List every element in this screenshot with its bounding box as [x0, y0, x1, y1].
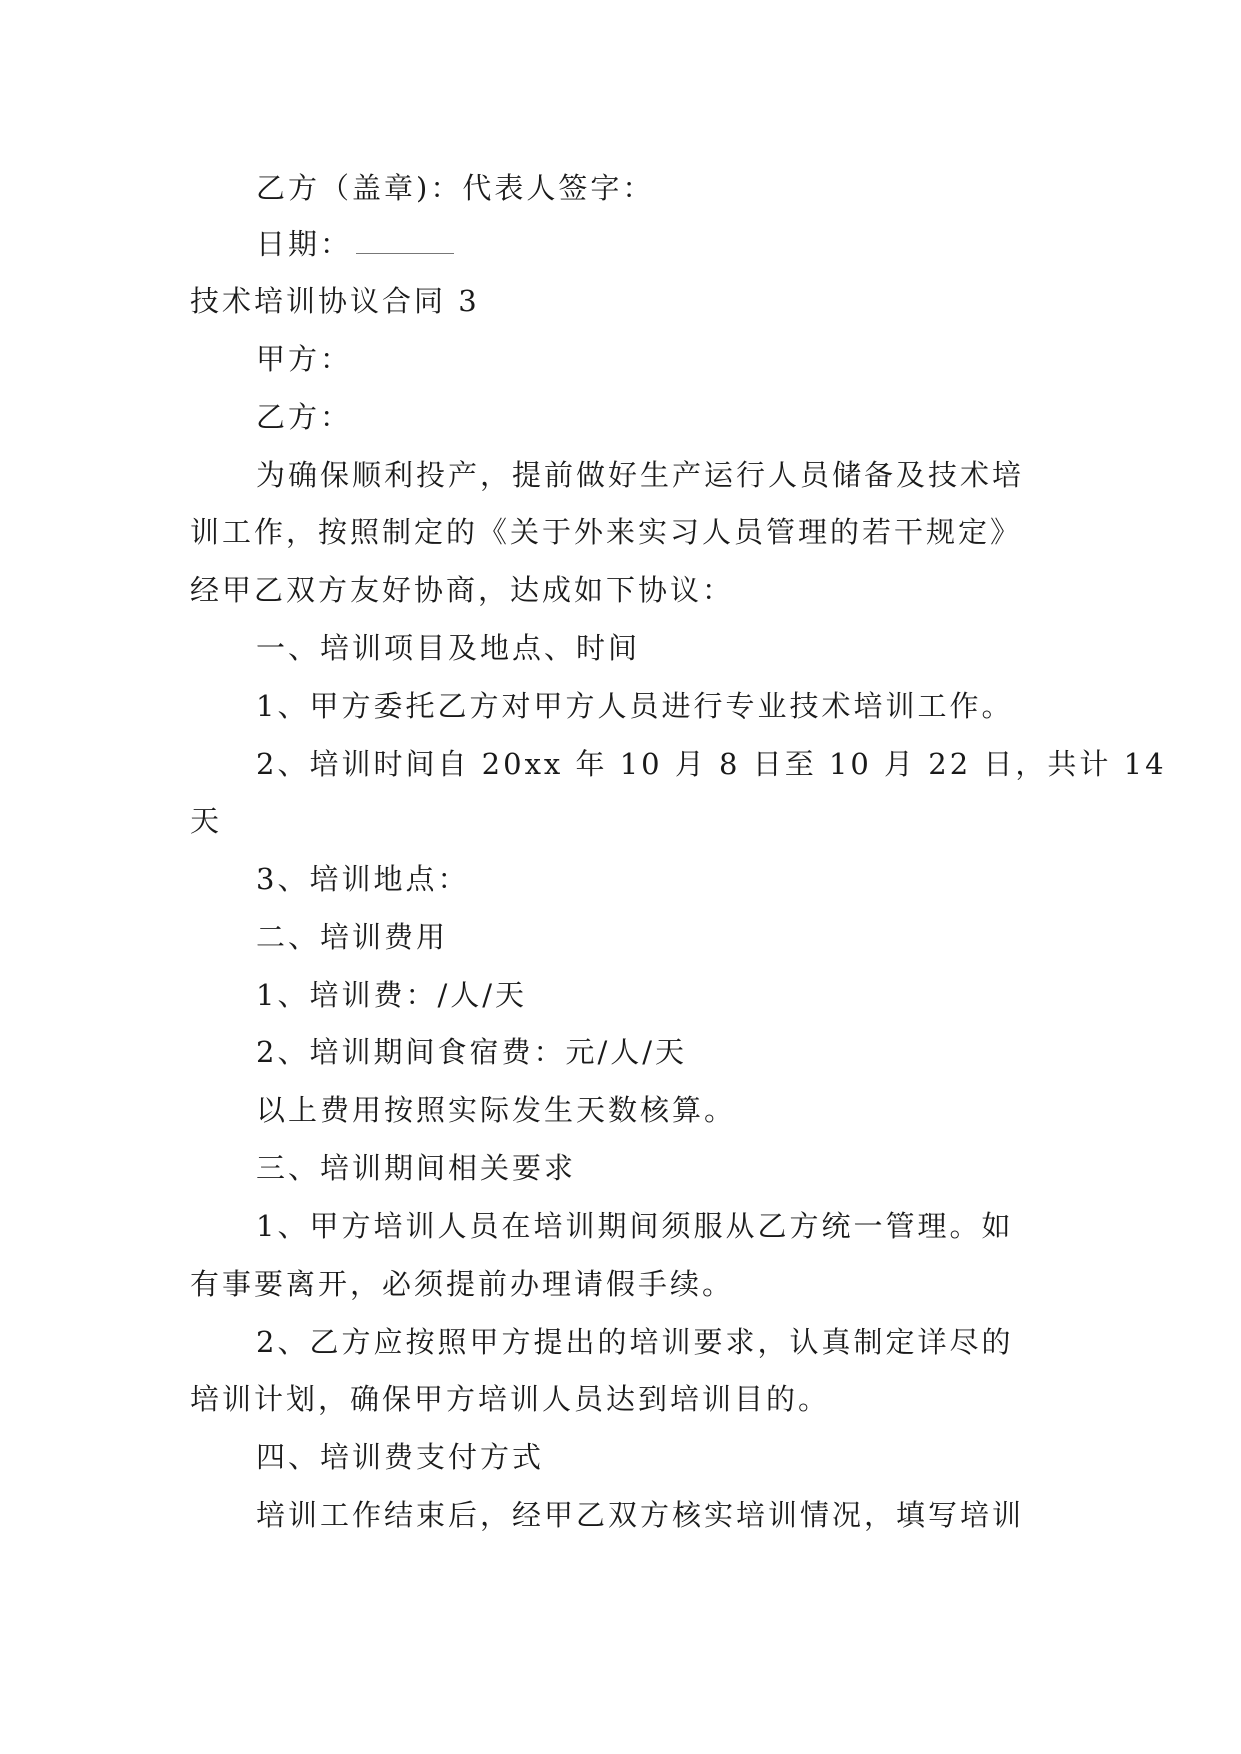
- party-b-line: 乙方：: [256, 400, 353, 434]
- date-blank: [356, 231, 454, 254]
- paragraph-line: 有事要离开，必须提前办理请假手续。: [190, 1267, 735, 1301]
- party-b-seal-line: 乙方（盖章)：代表人签字：: [256, 171, 655, 205]
- date-label: 日期：: [256, 227, 353, 261]
- paragraph-line: 2、培训期间食宿费：元/人/天: [256, 1035, 687, 1069]
- party-a-line: 甲方：: [256, 342, 353, 376]
- paragraph-line: 经甲乙双方友好协商，达成如下协议：: [190, 573, 735, 607]
- paragraph-line: 3、培训地点：: [256, 862, 470, 896]
- section-heading: 四、培训费支付方式: [256, 1440, 545, 1474]
- paragraph-line: 以上费用按照实际发生天数核算。: [256, 1093, 737, 1127]
- paragraph-line: 培训计划，确保甲方培训人员达到培训目的。: [190, 1382, 831, 1416]
- paragraph-line: 1、甲方培训人员在培训期间须服从乙方统一管理。如: [256, 1209, 1014, 1243]
- section-heading: 二、培训费用: [256, 920, 449, 954]
- paragraph-line: 训工作，按照制定的《关于外来实习人员管理的若干规定》: [190, 515, 1023, 549]
- contract-title: 技术培训协议合同 3: [190, 284, 480, 318]
- date-line: [256, 224, 1136, 264]
- paragraph-line: 2、乙方应按照甲方提出的培训要求，认真制定详尽的: [256, 1325, 1014, 1359]
- paragraph-line: 天: [190, 804, 223, 838]
- paragraph-line: 1、甲方委托乙方对甲方人员进行专业技术培训工作。: [256, 689, 1014, 723]
- section-heading: 一、培训项目及地点、时间: [256, 631, 641, 665]
- section-heading: 三、培训期间相关要求: [256, 1151, 577, 1185]
- paragraph-line: 2、培训时间自 20xx 年 10 月 8 日至 10 月 22 日，共计 14: [256, 747, 1167, 781]
- paragraph-line: 培训工作结束后，经甲乙双方核实培训情况，填写培训: [256, 1498, 1025, 1532]
- paragraph-line: 1、培训费：/人/天: [256, 978, 527, 1012]
- paragraph-line: 为确保顺利投产，提前做好生产运行人员储备及技术培: [256, 458, 1025, 492]
